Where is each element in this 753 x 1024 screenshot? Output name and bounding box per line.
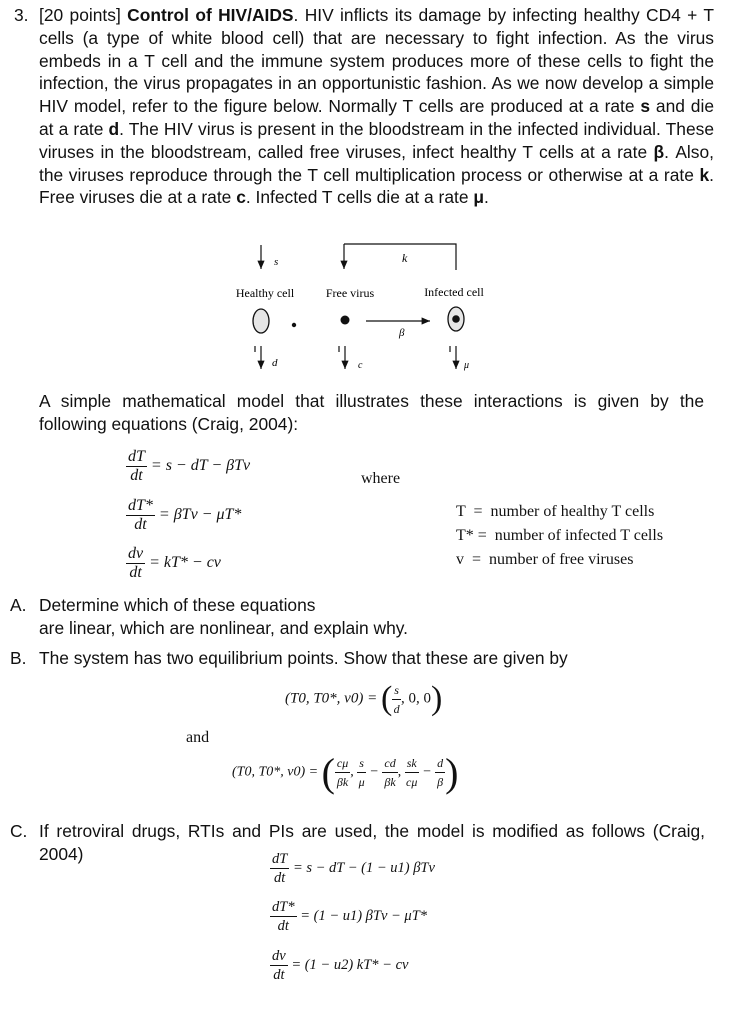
eq-b2-f5n: d: [435, 754, 445, 773]
part-c-text: If retroviral drugs, RTIs and PIs are used, the model is modified as follows (Craig, 2004): [39, 821, 705, 864]
healthy-cell-label: Healthy cell: [235, 286, 295, 300]
c-eq1-den: dt: [274, 870, 286, 886]
eq-b2-f2d: μ: [358, 775, 365, 789]
infected-cell-label: Infected cell: [424, 285, 484, 299]
def-T: T = number of healthy T cells: [456, 503, 655, 520]
modified-eq-1: [270, 850, 435, 887]
label-s: s: [274, 256, 279, 268]
intro-text-1: . HIV inflicts its damage by infecting healthy CD4 + T cells (a type of white blood cell) that are necessary to fight infection. As the virus embeds in a T cell and the immune system produces more of these cells to fight the infection, the virus propagates in an opportunistic fashion. As we now develop a simple HIV model, refer to the figure below. Normally T cells are produced at a rate: [39, 5, 714, 117]
problem-title: Control of HIV/AIDS: [127, 5, 294, 25]
where-label: where: [361, 470, 401, 487]
c-eq2-num: dT*: [272, 899, 295, 915]
eq-b2-f4n: sk: [405, 754, 419, 773]
c-eq3-num: dv: [272, 948, 286, 964]
hiv-diagram: [0, 230, 753, 390]
part-a-label: A.: [10, 595, 27, 615]
equation-1: [126, 448, 250, 485]
points: [20 points]: [39, 5, 121, 25]
part-a-line1: Determine which of these equations: [39, 595, 316, 615]
eq3-rhs: = kT* − cv: [149, 554, 221, 572]
rate-mu: μ: [473, 187, 484, 208]
eq-b1-s: s: [392, 681, 401, 700]
def-v: v = number of free viruses: [456, 551, 634, 568]
eq2-rhs: = βTv − μT*: [158, 506, 242, 524]
intro-text-3: . The HIV virus is present in the bloodstream in the infected individual. These viruses in the bloodstream, called free viruses, infect healthy T cells at a rate: [39, 118, 714, 162]
eq3-numerator: dv: [128, 545, 144, 562]
eq-b1-lhs: (T0, T0*, v0) =: [285, 690, 378, 707]
eq2-denominator: dt: [134, 516, 147, 533]
eq3-denominator: dt: [129, 564, 142, 581]
eq2-numerator: dT*: [128, 497, 153, 514]
intro-text-2: and die at a rate: [39, 96, 715, 139]
eq-b2-f1d: βk: [336, 775, 349, 789]
c-eq2-den: dt: [277, 918, 289, 934]
label-beta: β: [399, 327, 405, 339]
eq-b2-f2n: s: [357, 754, 366, 773]
equation-3: [126, 545, 221, 582]
modified-eq-2: [270, 898, 427, 935]
label-c: c: [358, 360, 363, 371]
eq-b2-f1n: cμ: [335, 754, 350, 773]
part-b-text: The system has two equilibrium points. Show that these are given by: [39, 648, 568, 668]
intro-text-4: . Also, the viruses reproduce through the T cell multiplication process or otherwise at a rate: [39, 141, 714, 185]
rate-s: s: [640, 96, 651, 117]
healthy-cell-icon: [253, 309, 269, 333]
part-b-label: B.: [10, 648, 27, 668]
model-text: A simple mathematical model that illustrates these interactions is given by the following equations (Craig, 2004):: [39, 391, 704, 434]
eq-b2-f5d: β: [437, 775, 444, 789]
model-paragraph: [14, 390, 704, 436]
part-c-label: C.: [10, 821, 28, 841]
rate-beta: β: [653, 141, 665, 162]
label-d: d: [272, 357, 278, 369]
part-a-line2: are linear, which are nonlinear, and explain why.: [39, 617, 408, 638]
eq1-rhs: = s − dT − βTv: [150, 457, 251, 475]
intro-text-6: . Infected T cells die at a rate: [245, 187, 474, 208]
rate-d: d: [108, 118, 120, 139]
infected-nucleus-icon: [452, 315, 460, 323]
equation-2: [126, 497, 241, 534]
eq1-denominator: dt: [130, 467, 143, 484]
equilibrium-2: (T0, T0*, v0) = ( $\frac{c\mu}{\beta k}$ , $\frac{s}{\mu}$ − $\frac{cd}{\beta k}$ , $\frac{sk}{c\mu}$ − $\frac{d}{\beta}$ ): [232, 750, 459, 795]
and-label: and: [186, 729, 210, 746]
c-eq2-rhs: = (1 − u1) βTv − μT*: [300, 907, 428, 924]
modified-eq-3: [270, 947, 408, 984]
intro-text-5: . Free viruses die at a rate: [39, 164, 714, 208]
eq-b2-lhs: (T0, T0*, v0) =: [232, 764, 319, 780]
eq1-numerator: dT: [128, 448, 145, 465]
problem-number: 3.: [14, 5, 29, 25]
problem-text: [39, 4, 714, 209]
variable-definitions: [456, 500, 663, 572]
equilibrium-1: (T0, T0*, v0) = ( $\frac{s}{d}$ , 0, 0): [285, 680, 443, 717]
problem-paragraph: [14, 4, 714, 209]
free-virus-label: Free virus: [325, 286, 375, 300]
rate-c: c: [236, 187, 246, 208]
c-eq1-rhs: = s − dT − (1 − u1) βTv: [292, 859, 435, 876]
def-Tstar: T* = number of infected T cells: [456, 527, 664, 544]
eq-b1-rest: , 0, 0: [400, 690, 431, 707]
rate-k: k: [699, 164, 710, 185]
k-bracket: [344, 244, 456, 270]
dot-icon: [292, 323, 296, 327]
part-b: [10, 647, 710, 670]
part-a: [10, 594, 408, 640]
intro-text-7: .: [484, 187, 489, 208]
label-mu: μ: [464, 360, 470, 371]
c-eq1-num: dT: [272, 851, 288, 867]
c-eq3-rhs: = (1 − u2) kT* − cv: [291, 956, 409, 973]
label-k: k: [402, 251, 408, 265]
free-virus-icon: [341, 316, 350, 325]
eq-b2-f3n: cd: [382, 754, 397, 773]
eq-b1-d: d: [393, 701, 400, 716]
c-eq3-den: dt: [273, 967, 285, 983]
eq-b2-f3d: βk: [384, 775, 396, 789]
eq-b2-f4d: cμ: [406, 775, 418, 789]
